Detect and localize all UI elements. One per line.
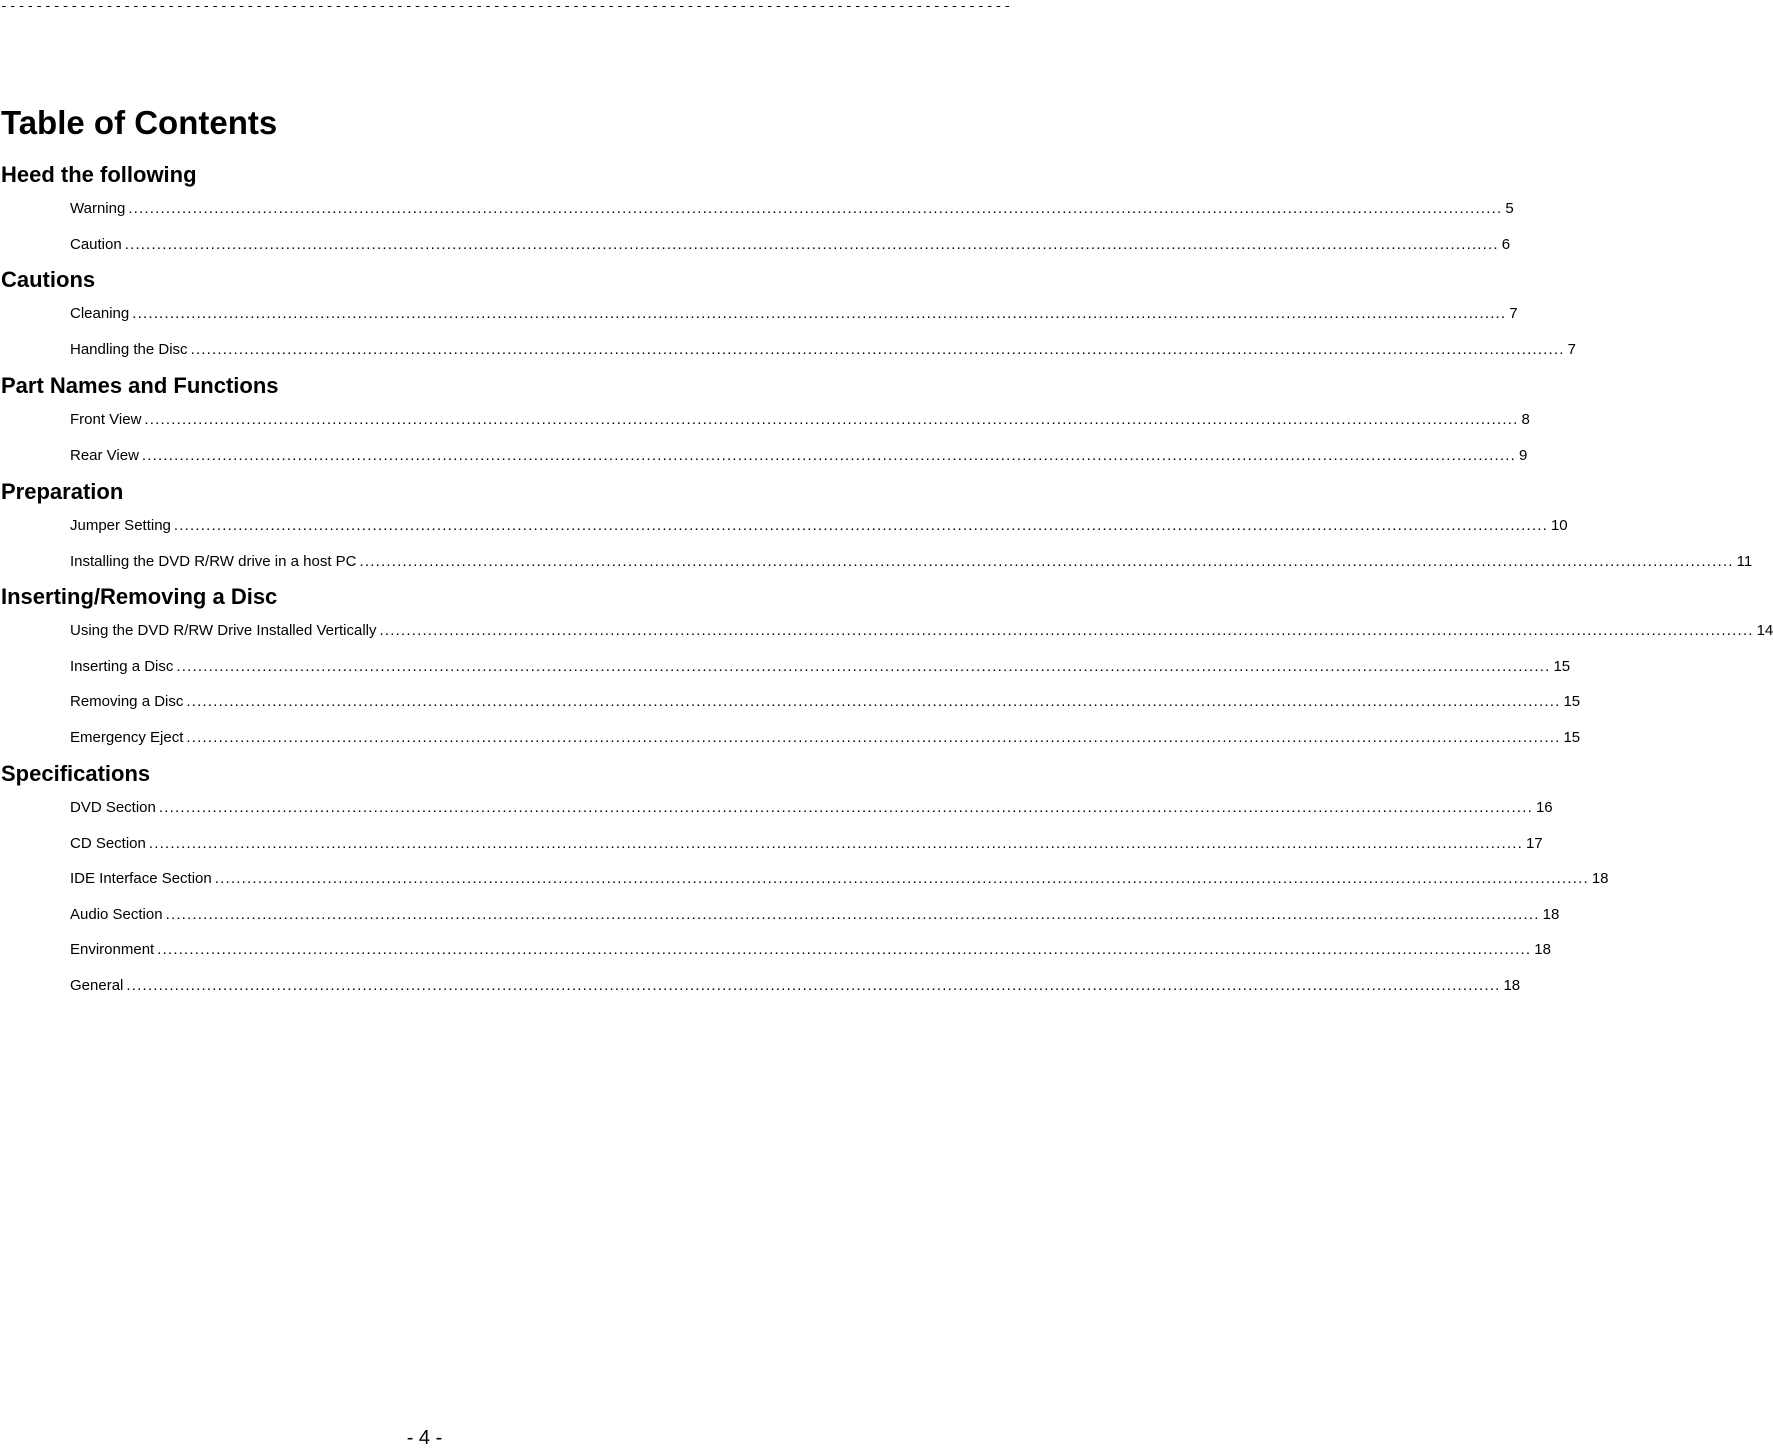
dot-leader [126, 976, 1500, 996]
toc-entry-label: Rear View [70, 447, 139, 464]
toc-entry-label: Emergency Eject [70, 729, 184, 746]
toc-entry-page-number: 18 [1534, 941, 1551, 958]
toc-entry-label: Removing a Disc [70, 693, 184, 710]
toc-entry-page-number: 18 [1591, 870, 1609, 887]
section-heading: Heed the following [1, 162, 197, 187]
dot-leader [149, 834, 1523, 854]
toc-entry-label: Installing the DVD R/RW drive in a host PC [70, 553, 357, 570]
toc-entry[interactable] [70, 446, 1528, 466]
toc-entry[interactable] [70, 976, 1521, 996]
toc-entry-label: Environment [70, 941, 155, 958]
toc-entry-page-number: 17 [1525, 835, 1543, 852]
dot-leader [142, 446, 1516, 466]
toc-entry[interactable] [70, 410, 1530, 430]
toc-entry-label: DVD Section [70, 799, 156, 816]
dot-leader [176, 657, 1550, 677]
toc-entry-label: Audio Section [70, 906, 163, 923]
toc-entry-page-number: 14 [1756, 622, 1773, 639]
dot-leader [215, 869, 1589, 889]
dot-leader [128, 199, 1502, 219]
section-heading: Inserting/Removing a Disc [1, 584, 278, 609]
toc-entry-label: Jumper Setting [70, 517, 171, 534]
toc-entry-page-number: 11 [1736, 553, 1753, 570]
toc-entry[interactable] [70, 621, 1773, 641]
dot-leader [380, 621, 1754, 641]
toc-entry[interactable] [70, 692, 1581, 712]
dot-leader [159, 798, 1533, 818]
dot-leader [157, 940, 1531, 960]
toc-entry[interactable] [70, 728, 1581, 748]
toc-entry[interactable] [70, 340, 1576, 360]
toc-entry-label: Warning [70, 200, 126, 217]
dot-leader [191, 340, 1565, 360]
toc-entry-page-number: 6 [1501, 236, 1511, 253]
dot-leader [166, 905, 1540, 925]
toc-entry-label: Caution [70, 236, 122, 253]
section-heading: Preparation [1, 479, 124, 504]
section-heading: Cautions [1, 267, 96, 292]
page-title: Table of Contents [1, 104, 278, 141]
toc-entry[interactable] [70, 235, 1511, 255]
dot-leader [125, 235, 1499, 255]
dot-leader [186, 692, 1560, 712]
toc-entry[interactable] [70, 304, 1518, 324]
dot-leader [186, 728, 1560, 748]
toc-entry[interactable] [70, 869, 1609, 889]
toc-entry-label: CD Section [70, 835, 146, 852]
toc-entry[interactable] [70, 657, 1571, 677]
toc-entry[interactable] [70, 905, 1560, 925]
toc-entry[interactable] [70, 834, 1543, 854]
toc-entry-page-number: 18 [1542, 906, 1560, 923]
toc-entry[interactable] [70, 199, 1514, 219]
toc-entry[interactable] [70, 516, 1568, 536]
toc-entry-label: General [70, 977, 124, 994]
toc-entry-page-number: 9 [1519, 447, 1528, 464]
toc-entry-label: Using the DVD R/RW Drive Installed Vertically [70, 622, 377, 639]
toc-entry-label: IDE Interface Section [70, 870, 212, 887]
toc-entry-label: Cleaning [70, 305, 130, 322]
toc-entry-page-number: 15 [1563, 693, 1581, 710]
section-heading: Specifications [1, 761, 151, 786]
toc-entry-label: Handling the Disc [70, 341, 188, 358]
top-dashed-rule: ------------------------------------------------------------------------------------------------------------------- [0, 0, 1013, 14]
toc-entry[interactable] [70, 552, 1753, 572]
dot-leader [360, 552, 1734, 572]
toc-entry-page-number: 8 [1521, 411, 1530, 428]
toc-entry-page-number: 7 [1567, 341, 1576, 358]
toc-entry-page-number: 10 [1550, 517, 1568, 534]
dot-leader [144, 410, 1518, 430]
toc-entry-page-number: 15 [1553, 658, 1571, 675]
toc-entry-page-number: 16 [1535, 799, 1553, 816]
dot-leader [132, 304, 1506, 324]
dot-leader [174, 516, 1548, 536]
toc-entry-label: Inserting a Disc [70, 658, 174, 675]
toc-entry-page-number: 7 [1509, 305, 1518, 322]
toc-entry-page-number: 5 [1505, 200, 1514, 217]
toc-entry-label: Front View [70, 411, 142, 428]
toc-entry[interactable] [70, 940, 1551, 960]
section-heading: Part Names and Functions [1, 373, 279, 398]
toc-entry-page-number: 15 [1563, 729, 1581, 746]
toc-entry[interactable] [70, 798, 1553, 818]
toc-entry-page-number: 18 [1503, 977, 1521, 994]
page-number: - 4 - [406, 1427, 443, 1449]
